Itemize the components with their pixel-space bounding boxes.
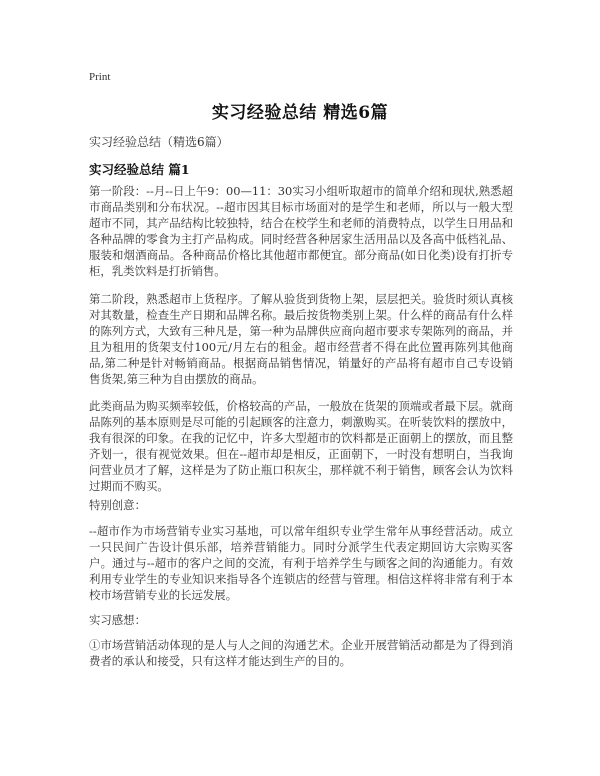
- paragraph-feeling-one: ①市场营销活动体现的是人与人之间的沟通艺术。企业开展营销活动都是为了得到消费者的承认和接受，只有这样才能达到生产的目的。: [89, 638, 513, 668]
- internship-feeling-label: 实习感想：: [89, 613, 146, 627]
- paragraph-display-products: 此类商品为购买频率较低，价格较高的产品，一般放在货架的顶端或者最下层。就商品陈列的基本原则是尽可能的引起顾客的注意力，刺激购买。在听装饮料的摆放中，我有很深的印象。在我的记忆中，许多大型超市的饮料都是正面朝上的摆放，而且整齐划一，很有视觉效果。但在--超市却是相反，正面朝下，一时没有想明白，当我询问营业员才了解，这样是为了防止瓶口积灰尘，那样就不利于销售，顾客会认为饮料过期而不购买。: [89, 399, 513, 493]
- print-label[interactable]: Print: [89, 71, 111, 83]
- paragraph-stage-two: 第二阶段，熟悉超市上货程序。了解从验货到货物上架，层层把关。验货时须认真核对其数量，检查生产日期和品牌名称。最后按货物类别上架。什么样的商品有什么样的陈列方式，大致有三种凡是，第一种为品牌供应商向超市要求专架陈列的商品，并且为租用的货架支付100元/月左右的租金。超市经营者不得在此位置再陈列其他商品,第二种是针对畅销商品。根据商品销售情况，销量好的产品将有超市自己专设销售货架,第三种为自由摆放的商品。: [89, 292, 513, 386]
- page-title: 实习经验总结 精选6篇: [211, 103, 389, 123]
- paragraph-special-idea: --超市作为市场营销专业实习基地，可以常年组织专业学生常年从事经营活动。成立一只民间广告设计俱乐部，培养营销能力。同时分派学生代表定期回访大宗购买客户。通过与--超市的客户之间的交流，有利于培养学生与顾客之间的沟通能力。有效利用专业学生的专业知识来指导各个连锁店的经营与管理。相信这样将非常有利于本校市场营销专业的长远发展。: [89, 524, 513, 602]
- document-subtitle: 实习经验总结（精选6篇）: [89, 135, 229, 149]
- paragraph-stage-one: 第一阶段：--月--日上午9：00—11：30实习小组听取超市的简单介绍和现状,熟悉超市商品类别和分布状况。--超市因其目标市场面对的是学生和老师，所以与一般大型超市不同，其产品结构比较独特，结合在校学生和老师的消费特点，以学生日用品和各种品牌的零食为主打产品构成。同时经营各种居家生活用品以及各高中低档礼品、服装和烟酒商品。各种商品价格比其他超市都便宜。部分商品(如日化类)设有打折专柜，乳类饮料是打折销售。: [89, 184, 513, 278]
- section-heading: 实习经验总结 篇1: [89, 162, 190, 177]
- special-idea-label: 特别创意：: [89, 498, 146, 512]
